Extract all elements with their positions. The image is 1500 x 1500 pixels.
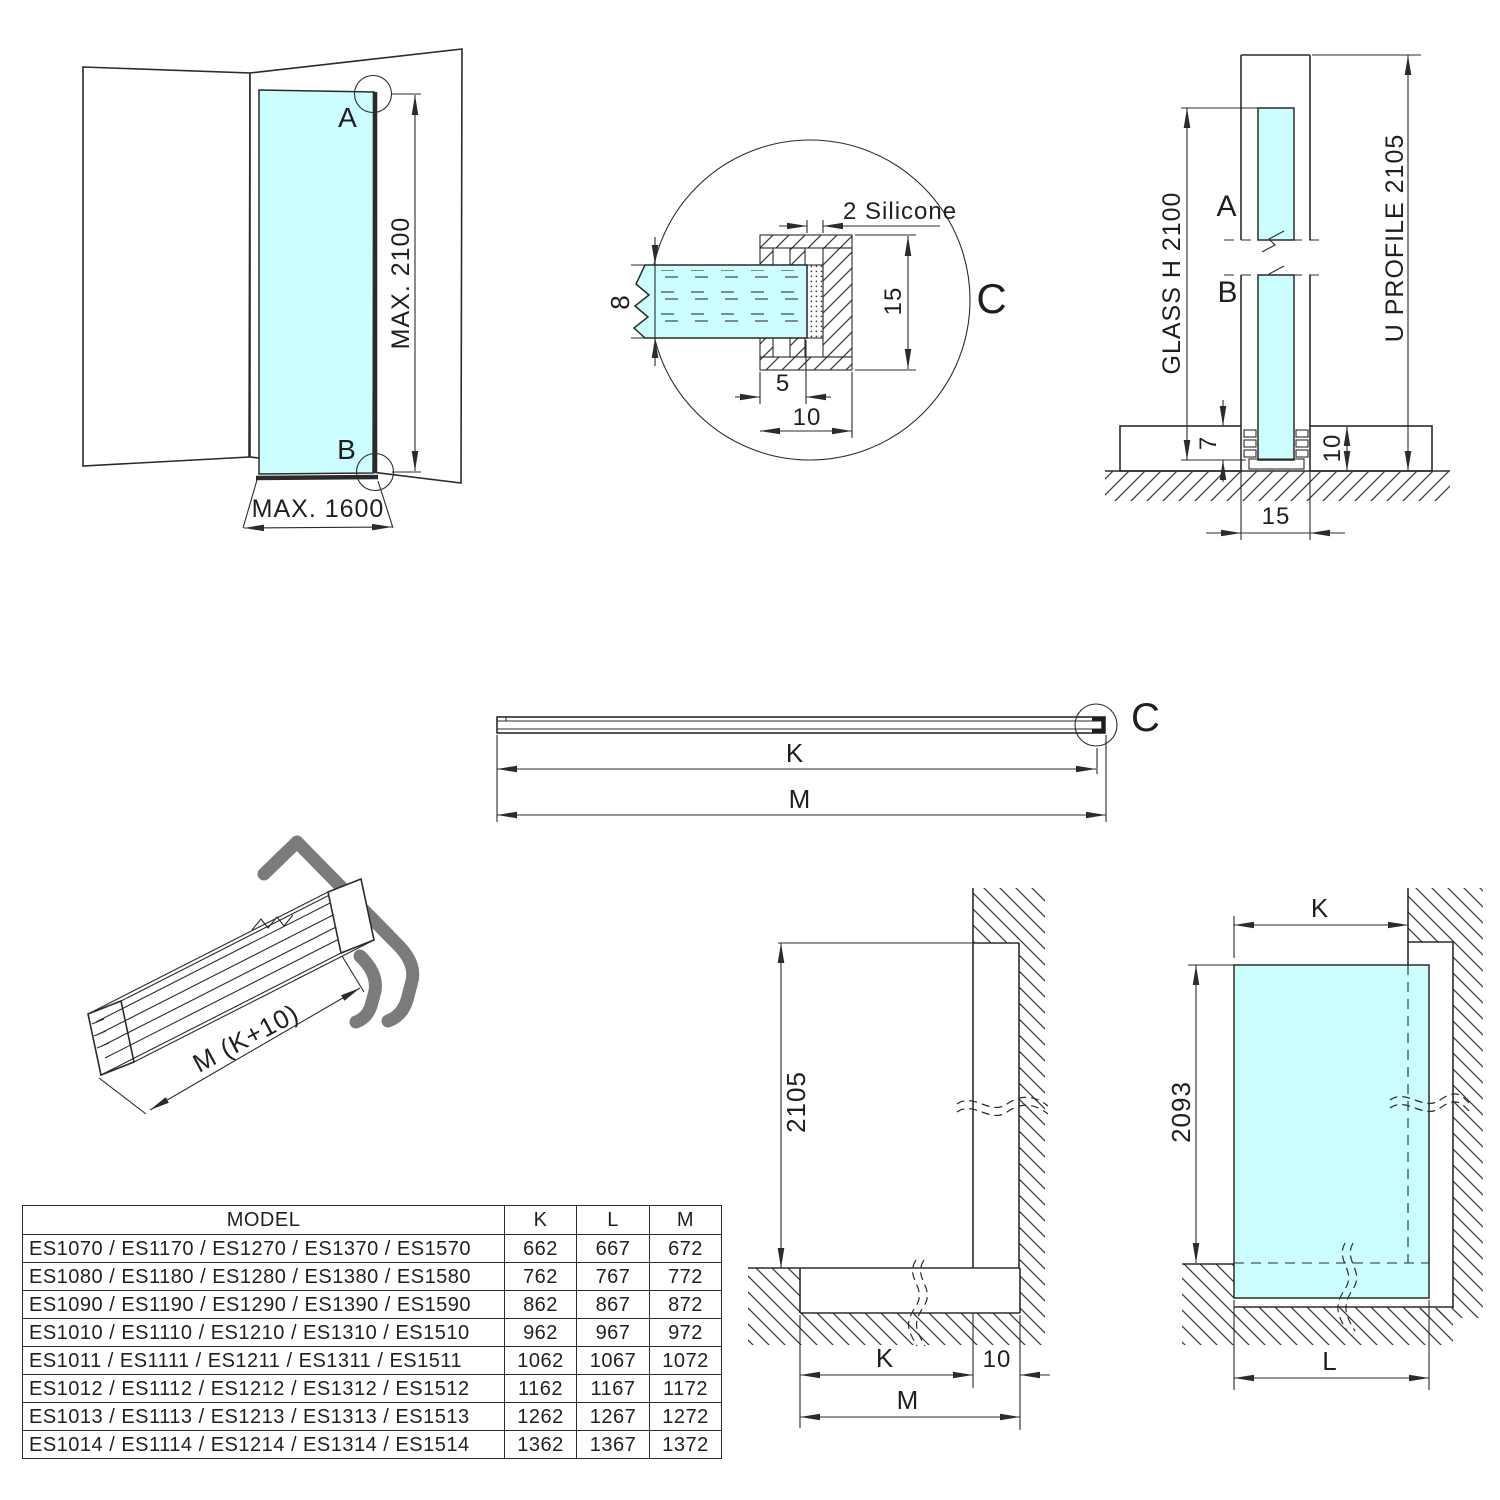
model-cell: ES1013 / ES1113 / ES1213 / ES1313 / ES1513 bbox=[23, 1403, 505, 1431]
header-l: L bbox=[577, 1206, 650, 1235]
model-cell: ES1014 / ES1114 / ES1214 / ES1314 / ES1514 bbox=[23, 1431, 505, 1459]
view-profile-length bbox=[497, 696, 1161, 822]
view-profile-iso bbox=[88, 842, 413, 1114]
model-cell: ES1090 / ES1190 / ES1290 / ES1390 / ES1590 bbox=[23, 1291, 505, 1319]
l-cell: 767 bbox=[577, 1263, 650, 1291]
m-cell: 672 bbox=[650, 1235, 722, 1263]
dimension-inner-depth bbox=[735, 340, 831, 404]
left-wall bbox=[83, 67, 250, 466]
k-cell: 1362 bbox=[505, 1431, 577, 1459]
outer-height-label: 15 bbox=[880, 286, 907, 316]
l-cell: 967 bbox=[577, 1319, 650, 1347]
silicone-label: 2 Silicone bbox=[843, 198, 958, 225]
view-front-section bbox=[748, 888, 1050, 1430]
table-row bbox=[23, 1431, 722, 1459]
k-label: K bbox=[875, 1343, 895, 1373]
l-cell: 1267 bbox=[577, 1403, 650, 1431]
l-label: L bbox=[1322, 1346, 1338, 1376]
table-row bbox=[23, 1263, 722, 1291]
dimension-max-width bbox=[243, 480, 393, 528]
table-row bbox=[23, 1319, 722, 1347]
k-cell: 1062 bbox=[505, 1347, 577, 1375]
glass-height-label: GLASS H 2100 bbox=[1158, 191, 1186, 375]
k-cell: 862 bbox=[505, 1291, 577, 1319]
dimension-height-2093 bbox=[1166, 965, 1234, 1263]
k-cell: 662 bbox=[505, 1235, 577, 1263]
dimension-outer-height bbox=[855, 235, 916, 370]
dimension-silicone bbox=[779, 198, 957, 233]
model-cell: ES1070 / ES1170 / ES1270 / ES1370 / ES1570 bbox=[23, 1235, 505, 1263]
dimension-m bbox=[800, 1385, 1020, 1417]
header-m: M bbox=[650, 1206, 722, 1235]
max-width-label: MAX. 1600 bbox=[251, 495, 385, 523]
view-wall-section bbox=[1105, 55, 1450, 540]
floor-hatch bbox=[1105, 471, 1450, 501]
table-row bbox=[23, 1235, 722, 1263]
dimension-k bbox=[1234, 893, 1408, 958]
glass-upper-segment bbox=[1258, 108, 1294, 240]
m-label: M bbox=[896, 1385, 920, 1415]
k-cell: 762 bbox=[505, 1263, 577, 1291]
height-2093-label: 2093 bbox=[1166, 1081, 1196, 1143]
dimension-height-2105 bbox=[778, 943, 973, 1268]
l-cell: 1167 bbox=[577, 1375, 650, 1403]
l-cell: 867 bbox=[577, 1291, 650, 1319]
k-cell: 1262 bbox=[505, 1403, 577, 1431]
l-cell: 667 bbox=[577, 1235, 650, 1263]
floor-profile-front bbox=[800, 1268, 1020, 1313]
length-label: M (K+10) bbox=[187, 997, 304, 1079]
m-cell: 1372 bbox=[650, 1431, 722, 1459]
glass-panel bbox=[1234, 965, 1429, 1298]
point-a-label: A bbox=[338, 102, 358, 133]
offset-10-label: 10 bbox=[982, 1346, 1012, 1373]
model-spec-table bbox=[22, 1205, 722, 1459]
k-cell: 962 bbox=[505, 1319, 577, 1347]
model-cell: ES1011 / ES1111 / ES1211 / ES1311 / ES1511 bbox=[23, 1347, 505, 1375]
height-2105-label: 2105 bbox=[781, 1071, 811, 1133]
view-detail-c bbox=[605, 140, 1008, 460]
detail-c-ref: C bbox=[1131, 696, 1161, 740]
l-cell: 1067 bbox=[577, 1347, 650, 1375]
m-cell: 872 bbox=[650, 1291, 722, 1319]
k-label: K bbox=[785, 738, 805, 768]
floor-profile-edge bbox=[256, 477, 378, 478]
k-cell: 1162 bbox=[505, 1375, 577, 1403]
k-label: K bbox=[1310, 893, 1330, 923]
tempered-glass-marks bbox=[650, 270, 800, 332]
detail-c-label: C bbox=[976, 275, 1008, 322]
glass-thickness-label: 8 bbox=[605, 294, 635, 310]
m-cell: 972 bbox=[650, 1319, 722, 1347]
glass-panel bbox=[259, 90, 374, 474]
table-row bbox=[23, 1291, 722, 1319]
view-glass-front bbox=[1166, 888, 1483, 1390]
l-cell: 1367 bbox=[577, 1431, 650, 1459]
point-b-label: B bbox=[337, 434, 357, 465]
recess-label: 7 bbox=[1195, 435, 1222, 451]
table-row bbox=[23, 1403, 722, 1431]
outer-depth-label: 10 bbox=[792, 404, 822, 431]
view-corner-iso bbox=[83, 49, 462, 528]
max-height-label: MAX. 2100 bbox=[387, 216, 415, 350]
profile-height-label: 10 bbox=[1319, 433, 1346, 463]
point-a-label: A bbox=[1216, 190, 1238, 223]
table-row bbox=[23, 1347, 722, 1375]
profile-width-label: 15 bbox=[1261, 503, 1291, 530]
u-profile-label: U PROFILE 2105 bbox=[1381, 133, 1409, 343]
header-model: MODEL bbox=[23, 1206, 505, 1235]
point-b-label: B bbox=[1217, 276, 1239, 309]
silicone-bead bbox=[807, 265, 823, 338]
profile-bar bbox=[497, 717, 1105, 733]
m-label: M bbox=[788, 784, 812, 814]
m-cell: 1272 bbox=[650, 1403, 722, 1431]
header-k: K bbox=[505, 1206, 577, 1235]
m-cell: 1172 bbox=[650, 1375, 722, 1403]
glass-lower-segment bbox=[1258, 275, 1294, 460]
m-cell: 772 bbox=[650, 1263, 722, 1291]
m-cell: 1072 bbox=[650, 1347, 722, 1375]
model-cell: ES1010 / ES1110 / ES1210 / ES1310 / ES1510 bbox=[23, 1319, 505, 1347]
dimension-u-profile bbox=[1312, 55, 1421, 471]
wall-profile-front bbox=[973, 943, 1019, 1268]
dimension-glass-height bbox=[1158, 108, 1259, 460]
inner-depth-label: 5 bbox=[775, 370, 791, 397]
model-cell: ES1080 / ES1180 / ES1280 / ES1380 / ES1580 bbox=[23, 1263, 505, 1291]
model-cell: ES1012 / ES1112 / ES1212 / ES1312 / ES1512 bbox=[23, 1375, 505, 1403]
table-row bbox=[23, 1375, 722, 1403]
table-header-row bbox=[23, 1206, 722, 1235]
